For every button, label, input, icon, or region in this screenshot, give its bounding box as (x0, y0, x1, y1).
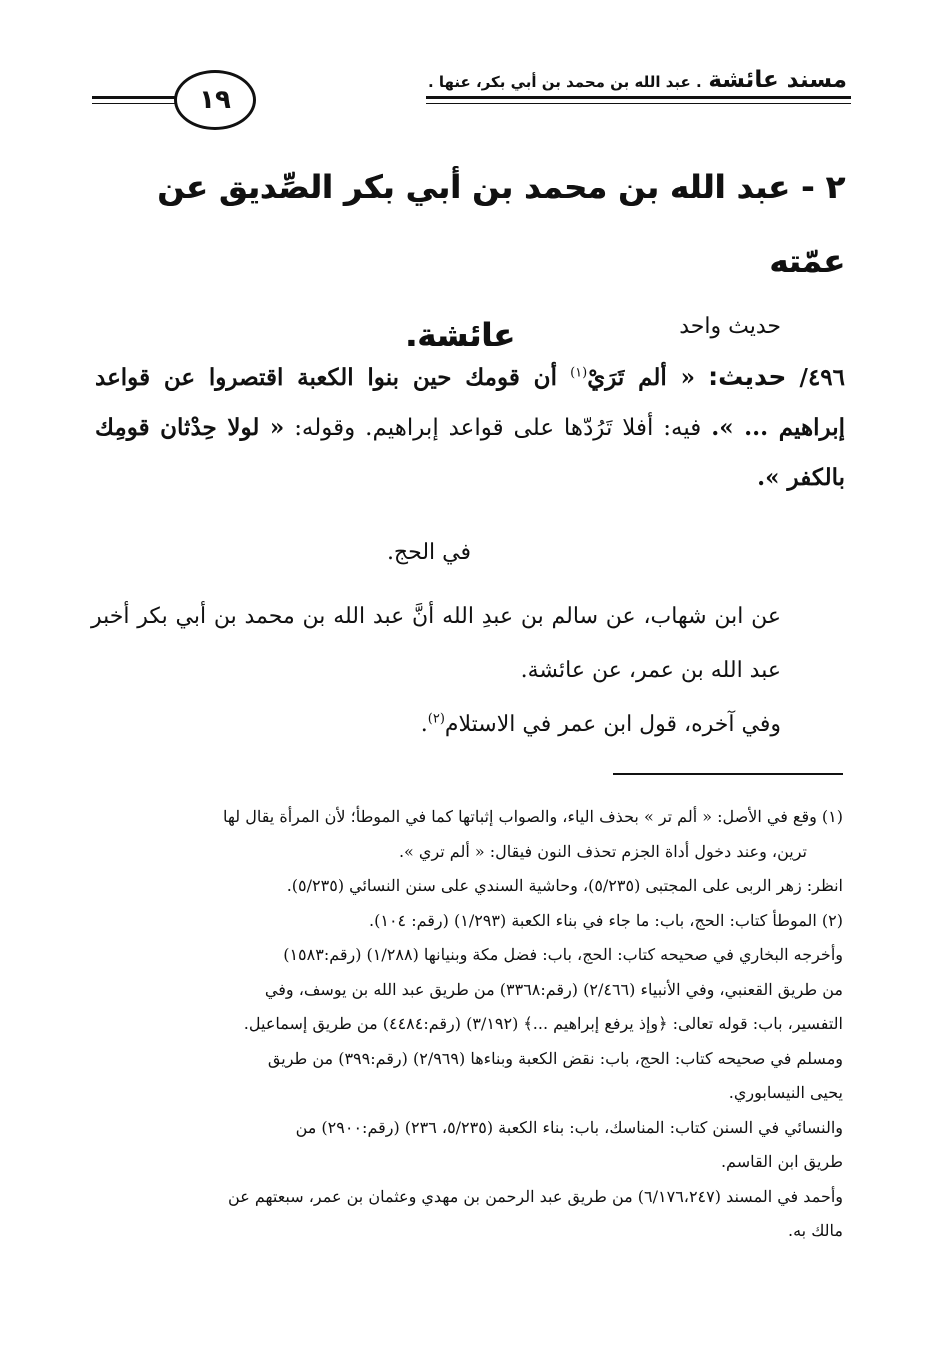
footnote-line: من طريق القعنبي، وفي الأنبياء (٢/٤٦٦) (رقم:٣٣٦٨) من طريق عبد الله بن يوسف، وفي (264, 979, 843, 999)
hadith-text-b: أن قومك حين بنوا الكعبة اقتصروا عن قواعد إبراهيم ... ». (95, 364, 846, 441)
footnote-line: والنسائي في السنن كتاب: المناسك، باب: بناء الكعبة (٥/٢٣٥، ٢٣٦) (رقم:٢٩٠٠) من (295, 1117, 843, 1137)
hadith-text-a: « ألم تَرَيْ (587, 364, 695, 391)
footnote-line: يحيى النيسابوري. (728, 1083, 843, 1102)
hadith-keyword: حديث: (708, 362, 787, 391)
footnote-line: انظر: زهر الربى على المجتبى (٥/٢٣٥)، وحاشية السندي على سنن النسائي (٥/٢٣٥). (286, 876, 843, 895)
footnote-ref-2: (٢) (427, 711, 445, 727)
hadith-count-label: حديث واحد (679, 314, 781, 339)
footnote-line: (١) وقع في الأصل: « ألم تر » بحذف الياء، والصواب إثباتها كما في الموطأ؛ لأن المرأة يقال لها (222, 807, 843, 826)
source-line: في الحج. (386, 540, 471, 565)
hadith-text-c: فيه: أفلا تَرُدّها على قواعد إبراهيم. وقوله: (294, 415, 702, 441)
footnote-line: وأحمد في المسند (٦/١٧٦،٢٤٧) من طريق عبد الرحمن بن مهدي وعثمان بن عمر، سبعتهم عن (228, 1186, 843, 1206)
hadith-number: ٤٩٦/ (799, 364, 845, 391)
chapter-running-title: . عبد الله بن محمد بن أبي بكر، عنها . (427, 73, 702, 91)
footnote-line: ترين، وعند دخول أداة الجزم تحذف النون فيقال: « ألم تري ». (398, 841, 807, 861)
footnote-line: ومسلم في صحيحه كتاب: الحج، باب: نقض الكعبة وبناءها (٢/٩٦٩) (رقم:٣٩٩) من طريق (267, 1048, 843, 1068)
header-rule-thick (426, 96, 851, 99)
footnote-line: التفسير، باب: قوله تعالى: ﴿وإذ يرفع إبراهيم ...﴾ (٣/١٩٢) (رقم:٤٤٨٤) من طريق إسماعيل. (243, 1014, 843, 1033)
isnad-paragraph-1: عن ابن شهاب، عن سالم بن عبدِ الله أنَّ عبد الله بن محمد بن أبي بكر أخبر عبد الله بن عمر، عن عائشة. (91, 604, 781, 683)
isnad-paragraph-2-text: وفي آخره، قول ابن عمر في الاستلام (444, 712, 781, 737)
header-rule-left-thin (92, 103, 180, 104)
page-number: ١٩ (174, 70, 256, 130)
hadith-text-d: « لولا حِدْثان قومِك بالكفر ». (95, 414, 845, 491)
footnote-line: (٢) الموطأ كتاب: الحج، باب: ما جاء في بناء الكعبة (١/٢٩٣) (رقم: ١٠٤). (369, 910, 843, 930)
footnotes (79, 800, 843, 1249)
running-header (427, 62, 847, 98)
isnad-paragraph-2-end: . (420, 712, 428, 737)
header-rule-thin (426, 103, 851, 104)
footnote-line: وأخرجه البخاري في صحيحه كتاب: الحج، باب: فضل مكة وبنيانها (١/٢٨٨) (رقم:١٥٨٣) (283, 945, 843, 964)
chapter-heading-line-2: عائشة. (404, 316, 515, 354)
footnote-ref-1: (١) (570, 365, 588, 381)
chapter-heading-line-1: ٢ - عبد الله بن محمد بن أبي بكر الصِّديق عن عمّته (157, 168, 845, 280)
isnad-block (91, 590, 781, 752)
header-rule-left-thick (92, 96, 180, 99)
footnote-line: مالك به. (787, 1221, 843, 1240)
book-title: مسند عائشة (708, 67, 847, 93)
hadith-entry (95, 352, 845, 503)
footnote-line: طريق ابن القاسم. (720, 1152, 843, 1171)
footnote-separator (613, 773, 843, 775)
isnad-paragraph-2 (91, 698, 781, 752)
